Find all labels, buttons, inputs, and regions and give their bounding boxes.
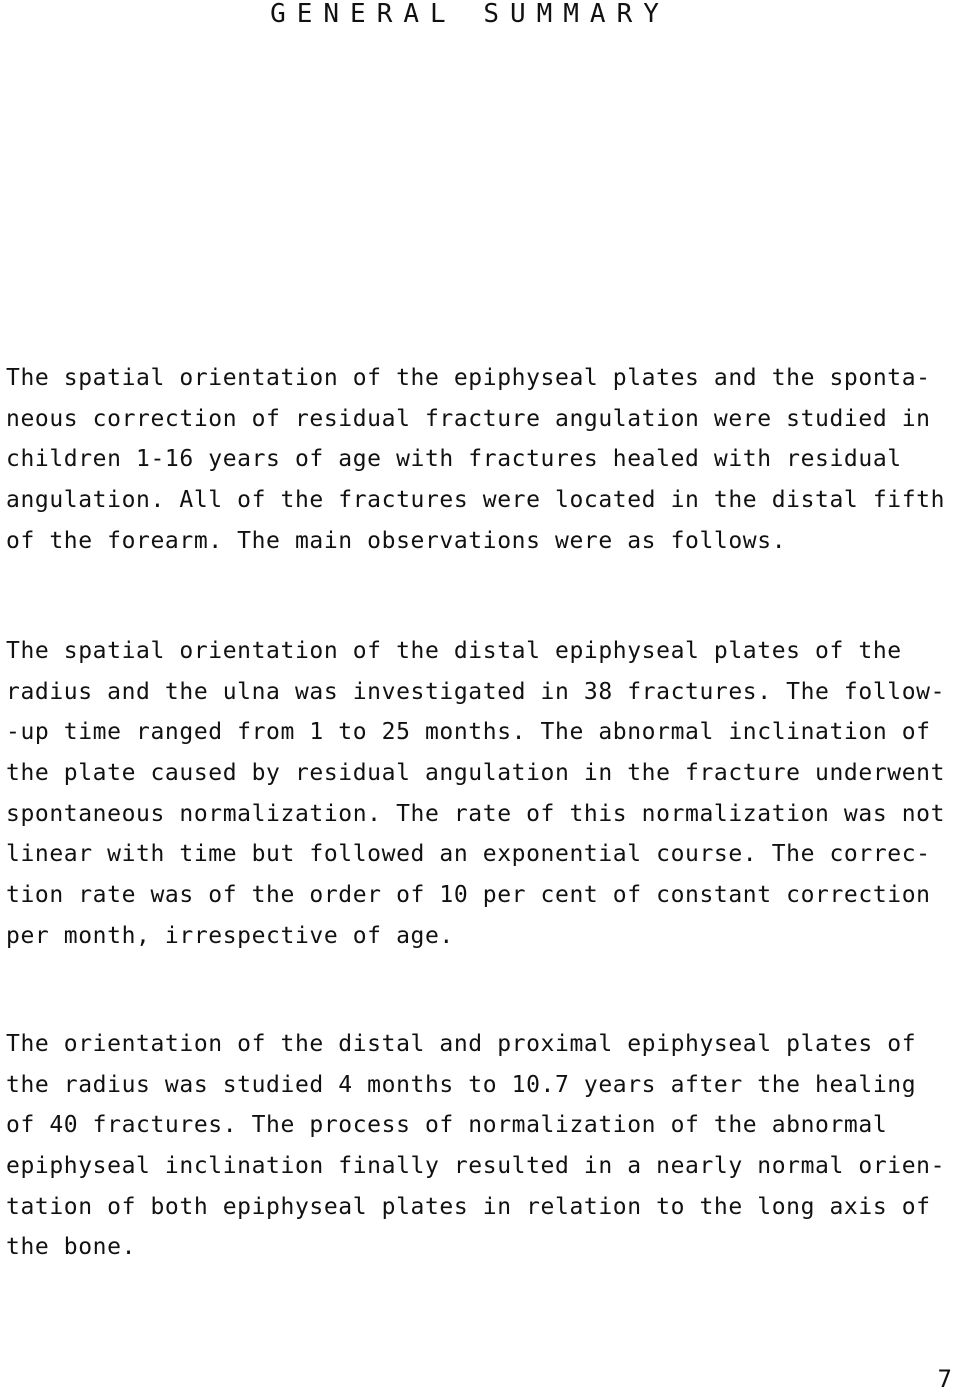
paragraph-line: tion rate was of the order of 10 per cent of constant correction xyxy=(6,882,931,909)
paragraph-line: children 1-16 years of age with fractures healed with residual xyxy=(6,446,902,473)
paragraph-line: angulation. All of the fractures were located in the distal fifth xyxy=(6,487,946,514)
paragraph-line: spontaneous normalization. The rate of this normalization was not xyxy=(6,800,946,827)
paragraph-line: the radius was studied 4 months to 10.7 years after the healing xyxy=(6,1071,917,1098)
paragraph-line: epiphyseal inclination finally resulted in a nearly normal orien- xyxy=(6,1153,946,1180)
page-title: GENERAL SUMMARY xyxy=(270,0,670,29)
paragraph-line: radius and the ulna was investigated in 38 fractures. The follow- xyxy=(6,678,946,705)
paragraph-introduction xyxy=(6,358,954,561)
paragraph-line: of the forearm. The main observations were as follows. xyxy=(6,527,787,554)
paragraph-line: The spatial orientation of the distal epiphyseal plates of the xyxy=(6,638,902,664)
paragraph-line: tation of both epiphyseal plates in relation to the long axis of xyxy=(6,1193,931,1220)
paragraph-line: the plate caused by residual angulation in the fracture underwent xyxy=(6,760,946,787)
paragraph-line: of 40 fractures. The process of normalization of the abnormal xyxy=(6,1112,888,1139)
page-number: 7 xyxy=(937,1365,952,1393)
paragraph-line: The spatial orientation of the epiphyseal plates and the sponta- xyxy=(6,365,931,391)
paragraph-line: per month, irrespective of age. xyxy=(6,922,454,949)
paragraph-proximal-plates xyxy=(6,1024,954,1268)
paragraph-line: The orientation of the distal and proximal epiphyseal plates of xyxy=(6,1031,917,1057)
paragraph-line: neous correction of residual fracture angulation were studied in xyxy=(6,405,931,432)
paragraph-distal-plates xyxy=(6,631,954,957)
paragraph-line: linear with time but followed an exponential course. The correc- xyxy=(6,841,931,868)
paragraph-line: the bone. xyxy=(6,1234,137,1261)
paragraph-line: -up time ranged from 1 to 25 months. The abnormal inclination of xyxy=(6,719,931,746)
